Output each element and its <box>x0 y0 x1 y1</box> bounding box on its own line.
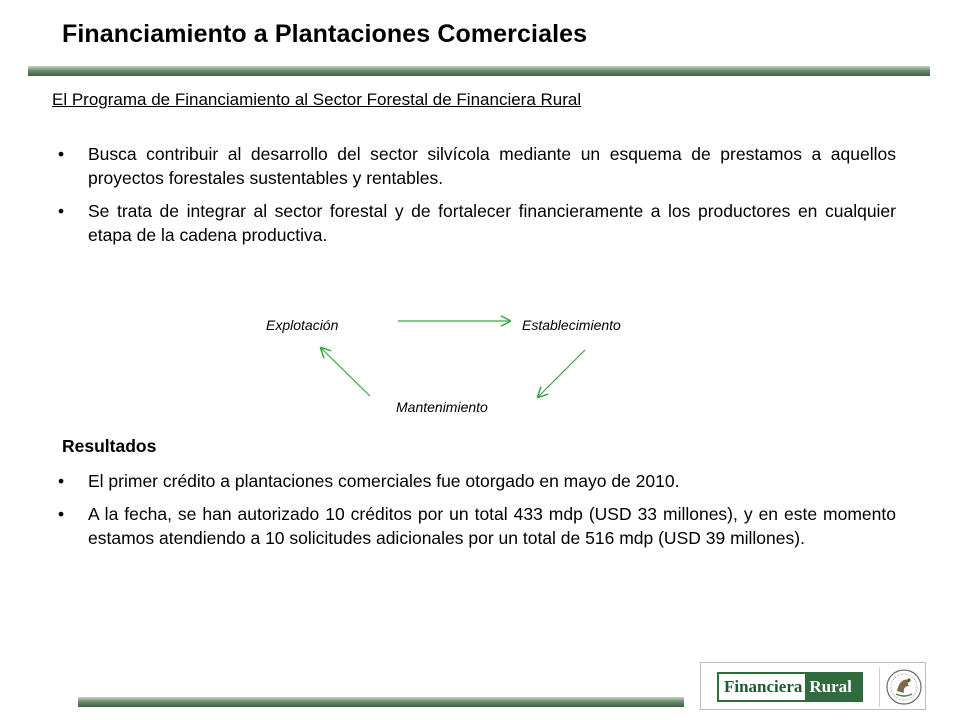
footer-logo-box <box>700 662 926 710</box>
bullet-dot-icon: • <box>58 144 65 164</box>
arrow-mantenimiento-to-explotacion <box>321 348 370 396</box>
logo-text-rural: Rural <box>805 674 861 700</box>
results-bullet-list <box>54 469 896 559</box>
arrow-establecimiento-to-mantenimiento <box>538 350 585 397</box>
cycle-label-mantenimiento: Mantenimiento <box>396 399 488 415</box>
bullet-text: Se trata de integrar al sector forestal y de fortalecer financieramente a los productores en cualquier etapa de la cadena productiva. <box>88 201 896 245</box>
bullet-item <box>54 469 896 493</box>
bullet-dot-icon: • <box>58 201 65 221</box>
bullet-text: Busca contribuir al desarrollo del sector silvícola mediante un esquema de prestamos a aquellos proyectos forestales sustentables y rentables. <box>88 144 896 188</box>
financiera-rural-logo <box>717 672 863 702</box>
bullet-dot-icon: • <box>58 471 65 491</box>
bullet-text: El primer crédito a plantaciones comerciales fue otorgado en mayo de 2010. <box>88 471 680 491</box>
logo-text-financiera: Financiera <box>719 674 805 700</box>
bullet-dot-icon: • <box>58 504 65 524</box>
cycle-label-establecimiento: Establecimiento <box>522 317 621 333</box>
cycle-label-explotacion: Explotación <box>266 317 339 333</box>
footer-divider-bar <box>78 697 684 707</box>
logo-divider <box>879 667 880 707</box>
program-subtitle: El Programa de Financiamiento al Sector Forestal de Financiera Rural <box>52 90 582 109</box>
bullet-item <box>54 502 896 550</box>
page-title: Financiamiento a Plantaciones Comerciales <box>62 20 588 48</box>
bullet-text: A la fecha, se han autorizado 10 créditos por un total 433 mdp (USD 33 millones), y en este momento estamos atendiendo a 10 solicitudes adicionales por un total de 516 mdp (USD 39 millones). <box>88 504 896 548</box>
mexico-seal-icon <box>885 667 923 707</box>
results-heading: Resultados <box>62 436 157 456</box>
